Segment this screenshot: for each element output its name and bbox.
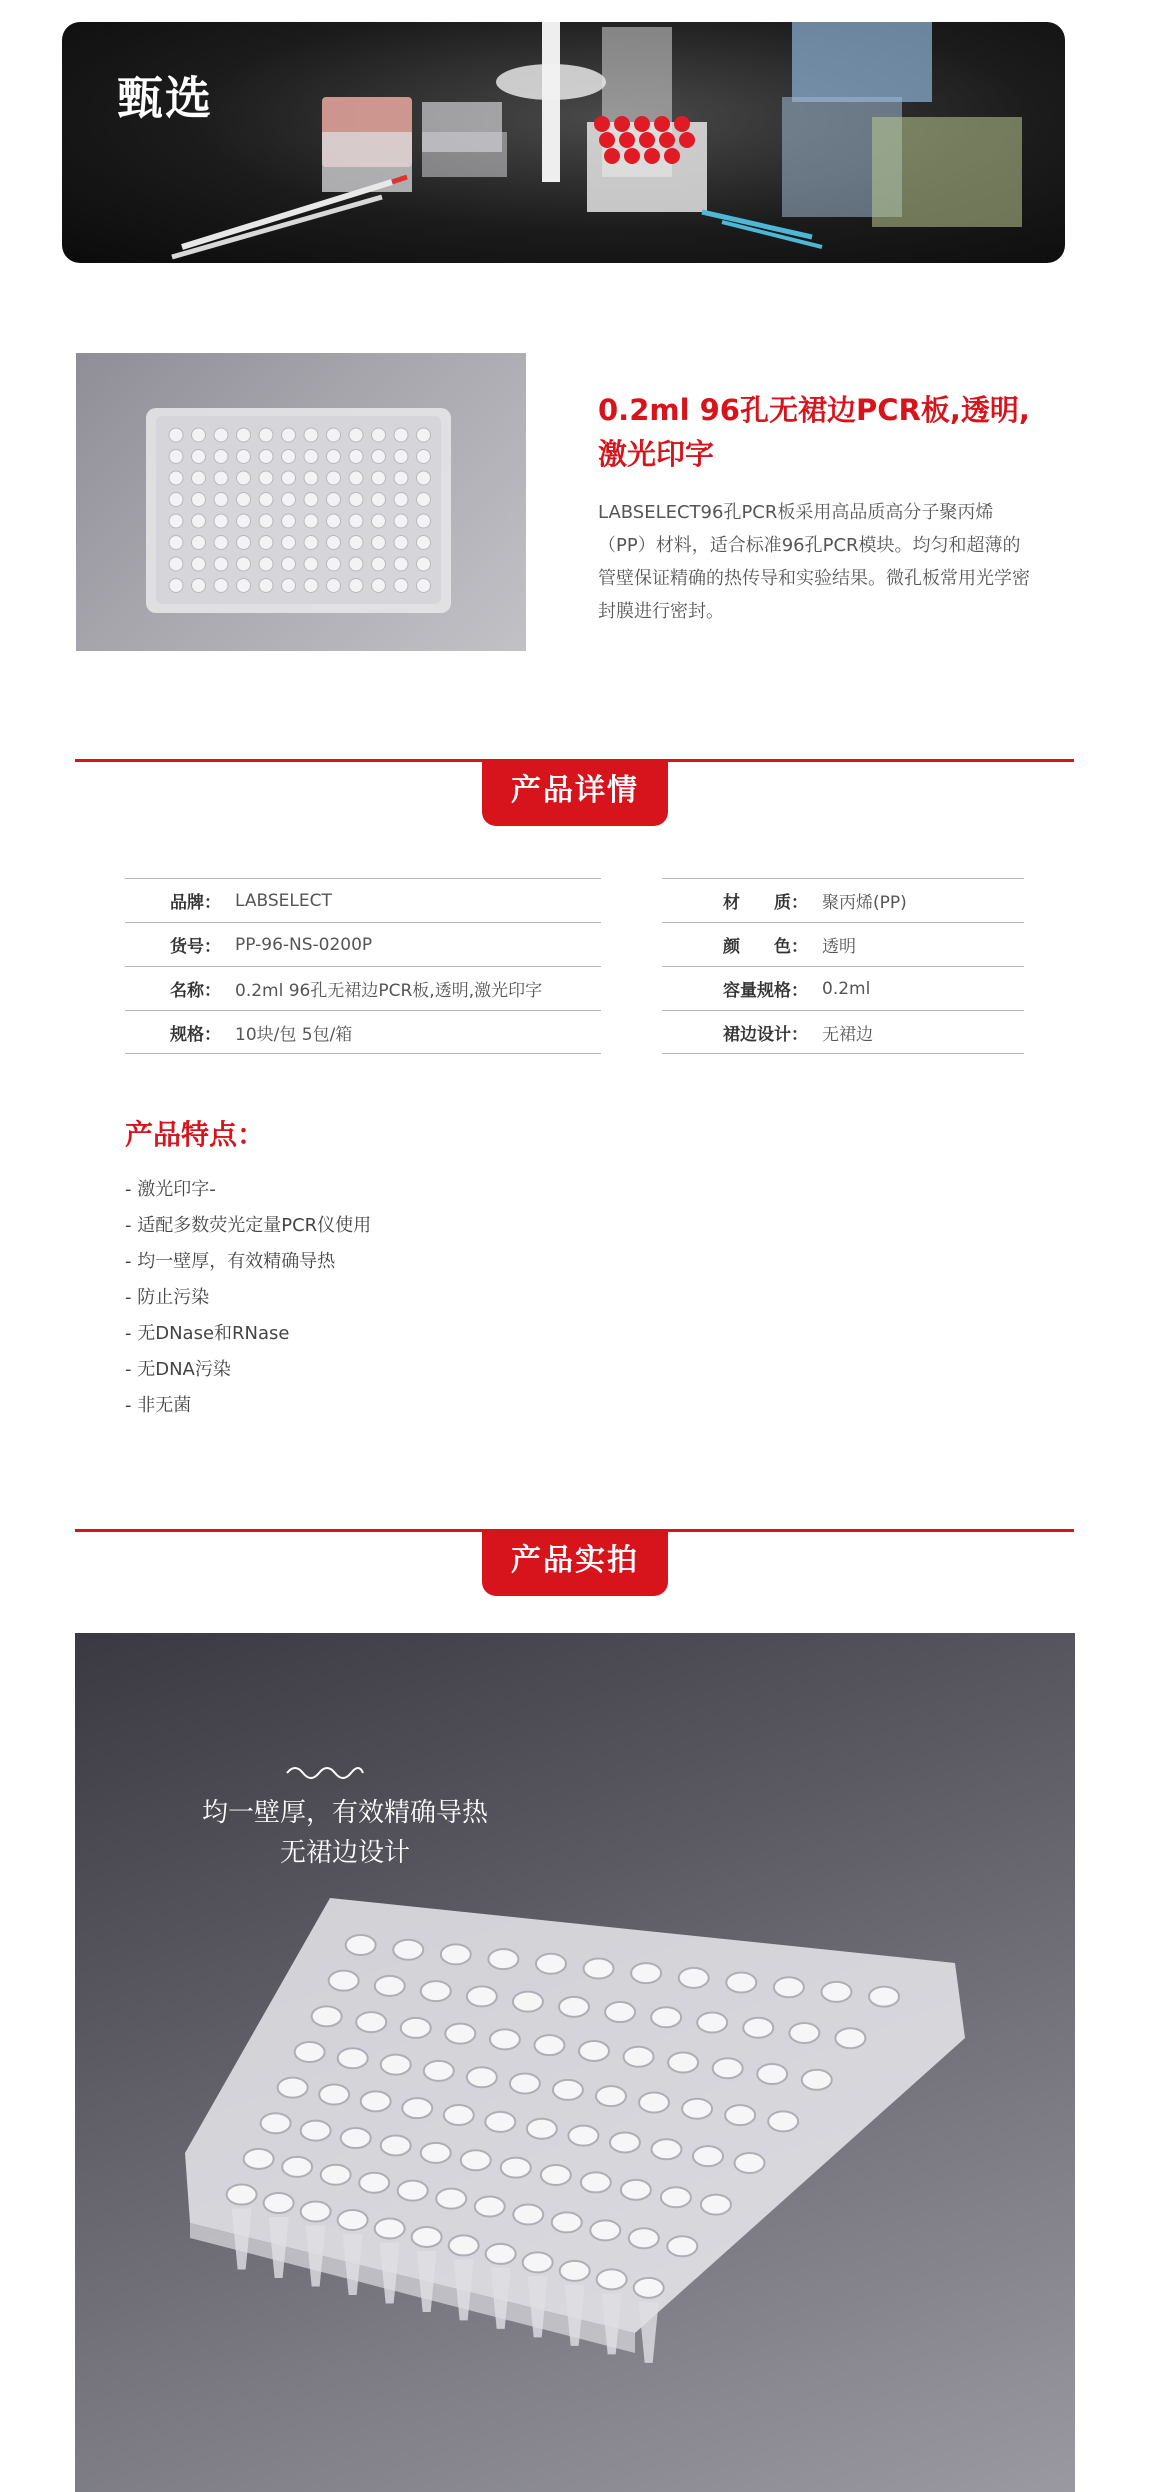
plate-well [301, 2202, 331, 2222]
plate-well [372, 493, 386, 507]
plate-tube [232, 2209, 252, 2270]
plate-well [394, 493, 408, 507]
plate-well [169, 428, 183, 442]
plate-well [282, 579, 296, 593]
spec-row [125, 878, 601, 922]
plate-well [192, 536, 206, 550]
plate-well [169, 514, 183, 528]
plate-well [490, 2029, 520, 2049]
plate-well [631, 1963, 661, 1983]
plate-well [349, 579, 363, 593]
plate-well [375, 1976, 405, 1996]
spec-row [662, 922, 1024, 966]
plate-well [192, 450, 206, 464]
plate-well [621, 2180, 651, 2200]
plate-well [259, 579, 273, 593]
plate-well [421, 2143, 451, 2163]
plate-well [501, 2158, 531, 2178]
plate-well [214, 536, 228, 550]
plate-well [651, 2139, 681, 2159]
spec-label: 材 质： [723, 893, 808, 913]
plate-well [579, 2041, 609, 2061]
plate-well [361, 2091, 391, 2111]
plate-well [725, 2105, 755, 2125]
plate-well [192, 514, 206, 528]
plate-well [624, 2047, 654, 2067]
plate-well [327, 579, 341, 593]
spec-table-right [662, 878, 1024, 1054]
plate-well [304, 450, 318, 464]
product-title: 0.2ml 96孔无裙边PCR板,透明,激光印字 [598, 393, 1030, 471]
product-thumbnail [76, 353, 526, 651]
plate-well [596, 2086, 626, 2106]
plate-well [393, 1940, 423, 1960]
pcr-plate-photo [75, 1633, 1075, 2492]
plate-well [349, 471, 363, 485]
product-photo [75, 1633, 1075, 2492]
product-description: LABSELECT96孔PCR板采用高品质高分子聚丙烯（PP）材料，适合标准96孔PCR模块。均匀和超薄的管壁保证精确的热传导和实验结果。微孔板常用光学密封膜进行密封。 [598, 502, 1030, 622]
plate-well [192, 557, 206, 571]
plate-well [346, 1935, 376, 1955]
plate-well [445, 2024, 475, 2044]
plate-well [304, 557, 318, 571]
list-item: - 无DNase和RNase [125, 1323, 290, 1344]
plate-well [802, 2070, 832, 2090]
plate-well [402, 2098, 432, 2118]
photo-caption-line1: 均一壁厚，有效精确导热 [201, 1798, 488, 1828]
spec-label: 颜 色： [723, 937, 808, 957]
plate-well [259, 450, 273, 464]
plate-well [261, 2113, 291, 2133]
spec-value: 聚丙烯(PP) [822, 893, 907, 913]
plate-well [192, 493, 206, 507]
plate-well [192, 471, 206, 485]
plate-well [349, 514, 363, 528]
plate-well [237, 471, 251, 485]
plate-well [372, 450, 386, 464]
plate-well [327, 557, 341, 571]
plate-well [661, 2187, 691, 2207]
plate-well [214, 450, 228, 464]
plate-tube [269, 2217, 289, 2278]
plate-well [372, 428, 386, 442]
plate-well [282, 2157, 312, 2177]
plate-well [552, 2212, 582, 2232]
plate-well [417, 536, 431, 550]
plate-well [394, 471, 408, 485]
plate-well [590, 2220, 620, 2240]
plate-well [259, 557, 273, 571]
plate-well [259, 536, 273, 550]
plate-well [610, 2132, 640, 2152]
plate-well [372, 514, 386, 528]
list-item: - 无DNA污染 [125, 1359, 231, 1380]
plate-well [329, 1971, 359, 1991]
plate-well [417, 450, 431, 464]
plate-well [237, 536, 251, 550]
plate-well [436, 2189, 466, 2209]
spec-value: 0.2ml 96孔无裙边PCR板,透明,激光印字 [235, 981, 543, 1001]
plate-well [605, 2002, 635, 2022]
spec-row [662, 878, 1024, 922]
plate-well [668, 2052, 698, 2072]
plate-well [264, 2193, 294, 2213]
plate-tube [380, 2242, 400, 2303]
plate-well [259, 471, 273, 485]
plate-well [372, 579, 386, 593]
plate-well [372, 536, 386, 550]
plate-well [321, 2165, 351, 2185]
plate-well [421, 1981, 451, 2001]
features-title: 产品特点： [125, 1118, 266, 1151]
plate-well [417, 579, 431, 593]
plate-well [726, 1973, 756, 1993]
plate-well [394, 536, 408, 550]
spec-value: 无裙边 [822, 1024, 873, 1045]
spec-value: 透明 [822, 937, 856, 957]
plate-well [869, 1987, 899, 2007]
plate-well [634, 2278, 664, 2298]
plate-well [461, 2150, 491, 2170]
plate-well [349, 428, 363, 442]
spec-value: PP-96-NS-0200P [235, 934, 373, 955]
plate-well [319, 2084, 349, 2104]
spec-label: 品牌： [170, 893, 221, 913]
spec-table-left [125, 878, 601, 1054]
plate-well [327, 493, 341, 507]
plate-well [513, 1992, 543, 2012]
plate-well [169, 536, 183, 550]
plate-well [312, 2006, 342, 2026]
plate-well [534, 2035, 564, 2055]
plate-well [304, 493, 318, 507]
list-item: - 防止污染 [125, 1287, 210, 1308]
plate-well [169, 450, 183, 464]
plate-well [417, 557, 431, 571]
plate-well [169, 471, 183, 485]
banner-product-illustration [62, 22, 1065, 263]
plate-well [237, 493, 251, 507]
plate-well [301, 2121, 331, 2141]
plate-well [282, 557, 296, 571]
plate-well [282, 428, 296, 442]
plate-well [381, 2055, 411, 2075]
plate-well [581, 2172, 611, 2192]
spec-label: 容量规格： [723, 981, 808, 1001]
plate-well [349, 450, 363, 464]
plate-well [192, 428, 206, 442]
plate-well [349, 493, 363, 507]
plate-well [536, 1954, 566, 1974]
plate-well [237, 579, 251, 593]
plate-well [568, 2126, 598, 2146]
photo-caption-line2: 无裙边设计 [279, 1838, 410, 1868]
list-item: - 适配多数荧光定量PCR仪使用 [125, 1215, 372, 1236]
plate-well [789, 2023, 819, 2043]
plate-well [278, 2078, 308, 2098]
plate-well [295, 2042, 325, 2062]
plate-well [821, 1982, 851, 2002]
plate-well [338, 2210, 368, 2230]
spec-row [662, 966, 1024, 1010]
plate-well [713, 2058, 743, 2078]
spec-row [125, 922, 601, 966]
spec-row [125, 1010, 601, 1054]
plate-well [513, 2204, 543, 2224]
plate-well [394, 579, 408, 593]
plate-tube [454, 2259, 474, 2320]
hero-banner [62, 22, 1065, 263]
plate-well [282, 450, 296, 464]
plate-well [372, 471, 386, 485]
plate-well [510, 2074, 540, 2094]
plate-well [629, 2228, 659, 2248]
plate-well [394, 514, 408, 528]
plate-well [282, 493, 296, 507]
plate-well [541, 2165, 571, 2185]
plate-well [417, 493, 431, 507]
plate-well [757, 2064, 787, 2084]
plate-well [743, 2018, 773, 2038]
plate-well [467, 2067, 497, 2087]
plate-well [486, 2244, 516, 2264]
plate-well [372, 557, 386, 571]
plate-well [169, 557, 183, 571]
plate-well [523, 2252, 553, 2272]
spec-label: 名称： [170, 981, 221, 1001]
plate-well [835, 2028, 865, 2048]
plate-well [475, 2197, 505, 2217]
plate-well [401, 2018, 431, 2038]
plate-well [449, 2235, 479, 2255]
spec-label: 裙边设计： [723, 1024, 808, 1045]
plate-well [441, 1944, 471, 1964]
plate-well [338, 2048, 368, 2068]
plate-well [192, 579, 206, 593]
plate-well [169, 493, 183, 507]
plate-well [553, 2080, 583, 2100]
plate-well [237, 514, 251, 528]
spec-row [125, 966, 601, 1010]
plate-well [304, 536, 318, 550]
plate-well [639, 2092, 669, 2112]
plate-well [169, 579, 183, 593]
plate-well [214, 557, 228, 571]
plate-well [697, 2013, 727, 2033]
spec-label: 规格： [170, 1024, 221, 1045]
plate-well [424, 2061, 454, 2081]
spec-label: 货号： [170, 937, 221, 957]
section-title-photos: 产品实拍 [482, 1530, 668, 1596]
features-list [125, 1172, 371, 1424]
plate-well [227, 2185, 257, 2205]
plate-well [485, 2112, 515, 2132]
plate-well [597, 2269, 627, 2289]
plate-well [467, 1986, 497, 2006]
plate-well [304, 428, 318, 442]
plate-well [527, 2119, 557, 2139]
plate-well [394, 557, 408, 571]
list-item: - 激光印字- [125, 1179, 216, 1200]
list-item: - 均一壁厚，有效精确导热 [125, 1251, 336, 1272]
plate-well [282, 536, 296, 550]
plate-well [282, 471, 296, 485]
pcr-plate-image [76, 353, 526, 651]
plate-well [244, 2149, 274, 2169]
plate-well [214, 579, 228, 593]
plate-well [412, 2227, 442, 2247]
plate-well [398, 2181, 428, 2201]
plate-well [768, 2111, 798, 2131]
plate-well [774, 1977, 804, 1997]
plate-well [237, 428, 251, 442]
plate-well [735, 2153, 765, 2173]
plate-well [667, 2236, 697, 2256]
banner-title: 甄选 [117, 71, 213, 125]
plate-tube [343, 2234, 363, 2295]
plate-well [682, 2099, 712, 2119]
plate-well [679, 1968, 709, 1988]
plate-well [259, 428, 273, 442]
plate-well [381, 2135, 411, 2155]
plate-well [327, 514, 341, 528]
list-item: - 非无菌 [125, 1395, 192, 1416]
plate-well [327, 471, 341, 485]
plate-well [349, 536, 363, 550]
plate-well [237, 557, 251, 571]
plate-well [417, 428, 431, 442]
section-title-details: 产品详情 [482, 760, 668, 826]
spec-value: LABSELECT [235, 890, 332, 911]
plate-well [488, 1949, 518, 1969]
spec-value: 10块/包 5包/箱 [235, 1024, 353, 1045]
plate-well [327, 450, 341, 464]
plate-well [304, 514, 318, 528]
plate-well [701, 2195, 731, 2215]
plate-well [341, 2128, 371, 2148]
plate-well [214, 493, 228, 507]
plate-well [214, 471, 228, 485]
spec-value: 0.2ml [822, 978, 871, 999]
plate-well [560, 2261, 590, 2281]
plate-well [259, 493, 273, 507]
plate-well [394, 450, 408, 464]
plate-well [693, 2146, 723, 2166]
plate-well [444, 2105, 474, 2125]
plate-well [651, 2007, 681, 2027]
plate-well [417, 471, 431, 485]
plate-well [394, 428, 408, 442]
plate-well [559, 1997, 589, 2017]
plate-well [304, 579, 318, 593]
plate-well [214, 428, 228, 442]
plate-well [237, 450, 251, 464]
plate-well [349, 557, 363, 571]
plate-well [417, 514, 431, 528]
spec-row [662, 1010, 1024, 1054]
plate-well [327, 428, 341, 442]
plate-well [259, 514, 273, 528]
plate-well [282, 514, 296, 528]
plate-well [214, 514, 228, 528]
plate-well [304, 471, 318, 485]
plate-well [327, 536, 341, 550]
plate-well [584, 1958, 614, 1978]
plate-well [375, 2218, 405, 2238]
plate-well [359, 2173, 389, 2193]
plate-well [356, 2012, 386, 2032]
plate-tube [639, 2302, 659, 2363]
